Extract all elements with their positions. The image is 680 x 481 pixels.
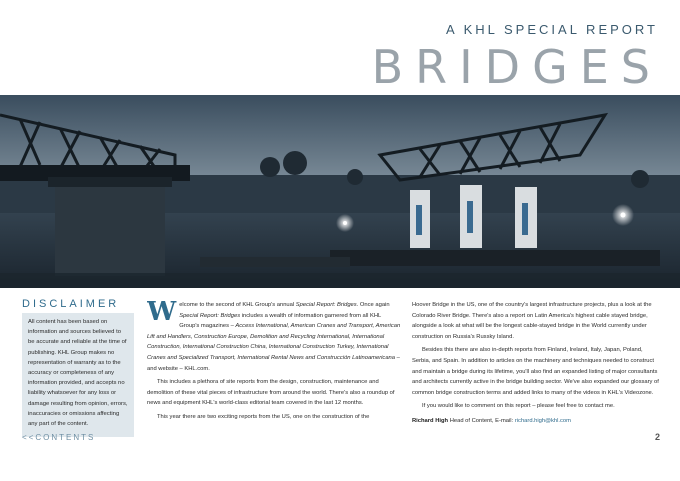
body-paragraph: If you would like to comment on this report – please feel free to contact me. [422,403,615,410]
author-name: Richard High [412,417,449,424]
contents-link[interactable]: <<CONTENTS [22,433,96,442]
body-paragraph: Besides this there are also in-depth reports from Finland, Ireland, Italy, Japan, Poland, Serbia, and Spain. In addition to articles on the machinery and techniques needed to construct and maintain a bridge during its lifetime, you'll also find an expanded listing of major consultants and architects currently active in the bridge building sector. We've also expanded our glossary of common bridge construction terms and added links to many of the videos in KHL's Videozone. [412,347,659,396]
report-name: Special Report: Bridges [179,312,241,319]
author-email-link[interactable]: richard.high@khl.com [514,417,571,424]
hero-bridge-photo [0,95,680,288]
page-number: 2 [654,432,660,442]
report-name: Special Report: Bridges [295,302,357,308]
dropcap: W [147,300,177,327]
body-paragraph: This includes a plethora of site reports from the design, construction, maintenance and demolition of these vital pieces of infrastructure from around the world. There's also a roundup of news and equipment KHL's world-class editorial team covered in the last 12 months. [147,379,395,407]
disclaimer-heading: DISCLAIMER [22,298,120,310]
intro-paragraph [147,300,401,374]
disclaimer-box [22,313,134,437]
report-title: BRIDGES [371,40,662,94]
signature [412,416,662,427]
email-label: E-mail: [495,417,514,424]
author-role: Head of Content, [449,417,494,424]
body-paragraph: This year there are two exciting reports from the US, one on the construction of the [157,413,370,420]
intro-text: elcome to the second of KHL Group's annual [179,302,296,308]
intro-text: . Once again [356,302,390,308]
intro-text: includes a wealth of information garnered from all KHL Group's magazines – [179,312,382,330]
disclaimer-text: All content has been based on information and sources believed to be accurate and reliable at the time of publishing. KHL Group makes no representation of warranty as to the accuracy or completeness of any information provided, and accepts no liability whatsoever for any loss or damage resulting from opinion, errors, inaccuracies or omissions affecting any part of the content. [28,319,128,428]
article-column-2 [412,300,662,450]
article-column-1 [147,300,401,450]
body-paragraph: Hoover Bridge in the US, one of the country's largest infrastructure projects, plus a look at the Colorado River Bridge. There's also a report on Latin America's highest cable stayed bridge, alongside a look at what will be the longest cable-stayed bridge in the World currently under construction on Russia's Russky Island. [412,302,652,340]
report-kicker: A KHL SPECIAL REPORT [446,22,658,37]
magazine-list: Access International, American Cranes and Transport, American Lift and Handlers, Construction Europe, Demolition and Recycling International, International Construction, International Construction China, International Construction Turkey, International Cranes and Specialized Transport, International Rental News and Construcción Latinoamericana [147,323,401,361]
intro-text: – and website – KHL.com. [147,354,400,372]
